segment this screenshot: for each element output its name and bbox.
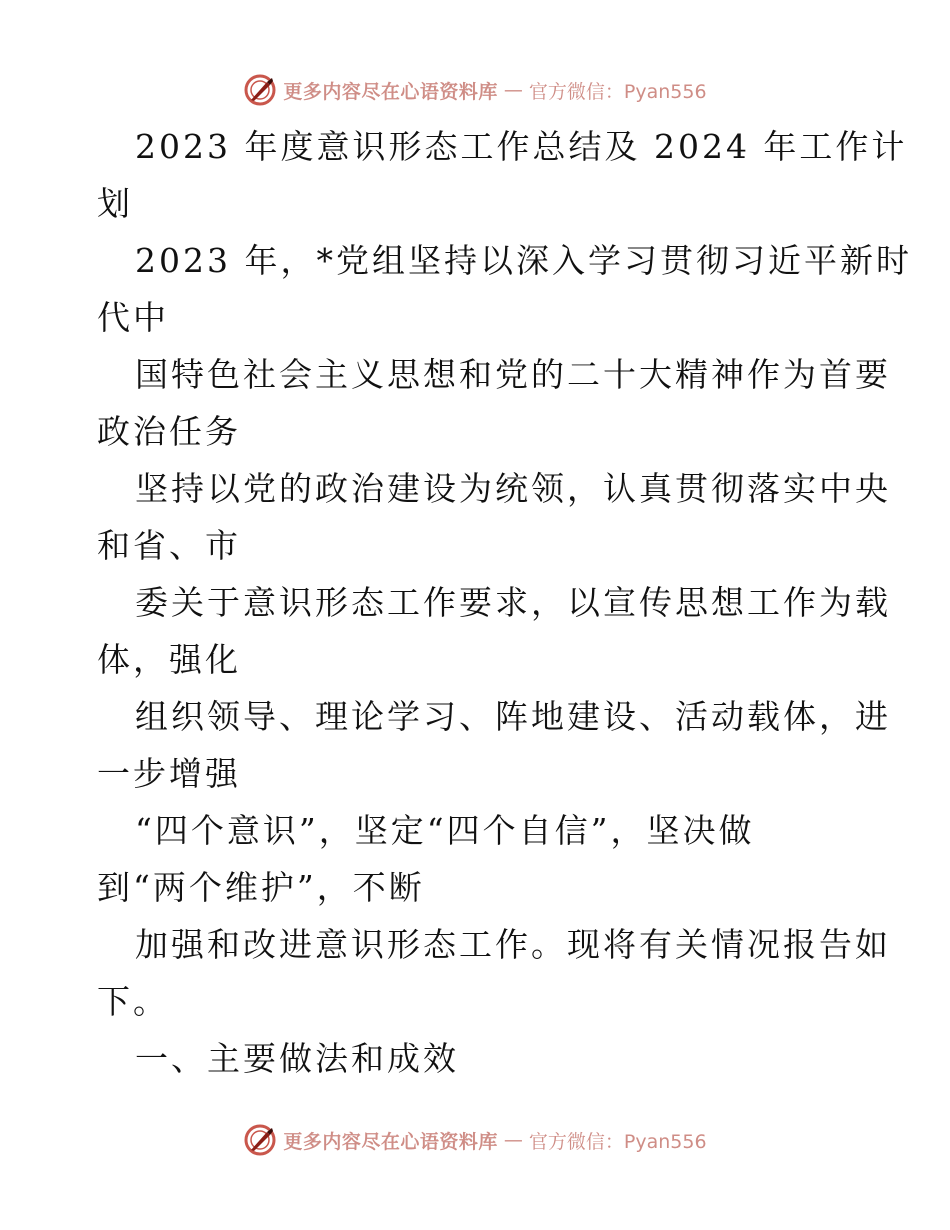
document-line: 下。 [97,982,169,1021]
header-watermark [0,72,950,108]
quill-pen-logo-icon [243,1123,277,1157]
document-body [97,118,912,1087]
document-line: 一步增强 [97,754,241,793]
watermark-separator: — [503,79,523,101]
quill-pen-logo-icon [243,73,277,107]
document-line: 坚持以党的政治建设为统领，认真贯彻落实中央 [135,469,891,508]
document-line: 国特色社会主义思想和党的二十大精神作为首要 [135,355,891,394]
document-line: 到“两个维护”，不断 [97,868,425,907]
document-line: 2023 年，*党组坚持以深入学习贯彻习近平新时 [135,241,912,280]
document-line: 委关于意识形态工作要求，以宣传思想工作为载 [135,583,891,622]
document-line: “四个意识”，坚定“四个自信”，坚决做 [135,811,755,850]
watermark-wechat-label: 官方微信：Pyan556 [528,80,707,103]
document-line: 体，强化 [97,640,241,679]
watermark-wechat-label: 官方微信：Pyan556 [528,1130,707,1153]
watermark-brand-text: 更多内容尽在心语资料库 [283,1130,498,1153]
footer-watermark [0,1122,950,1158]
document-line: 划 [97,184,133,223]
document-line: 加强和改进意识形态工作。现将有关情况报告如 [135,925,891,964]
document-line: 2023 年度意识形态工作总结及 2024 年工作计 [135,127,908,166]
document-line: 组织领导、理论学习、阵地建设、活动载体，进 [135,697,891,736]
document-line: 一、主要做法和成效 [135,1039,459,1078]
document-line: 代中 [97,298,169,337]
watermark-brand-text: 更多内容尽在心语资料库 [283,80,498,103]
document-line: 政治任务 [97,412,241,451]
watermark-separator: — [503,1129,523,1151]
document-line: 和省、市 [97,526,241,565]
